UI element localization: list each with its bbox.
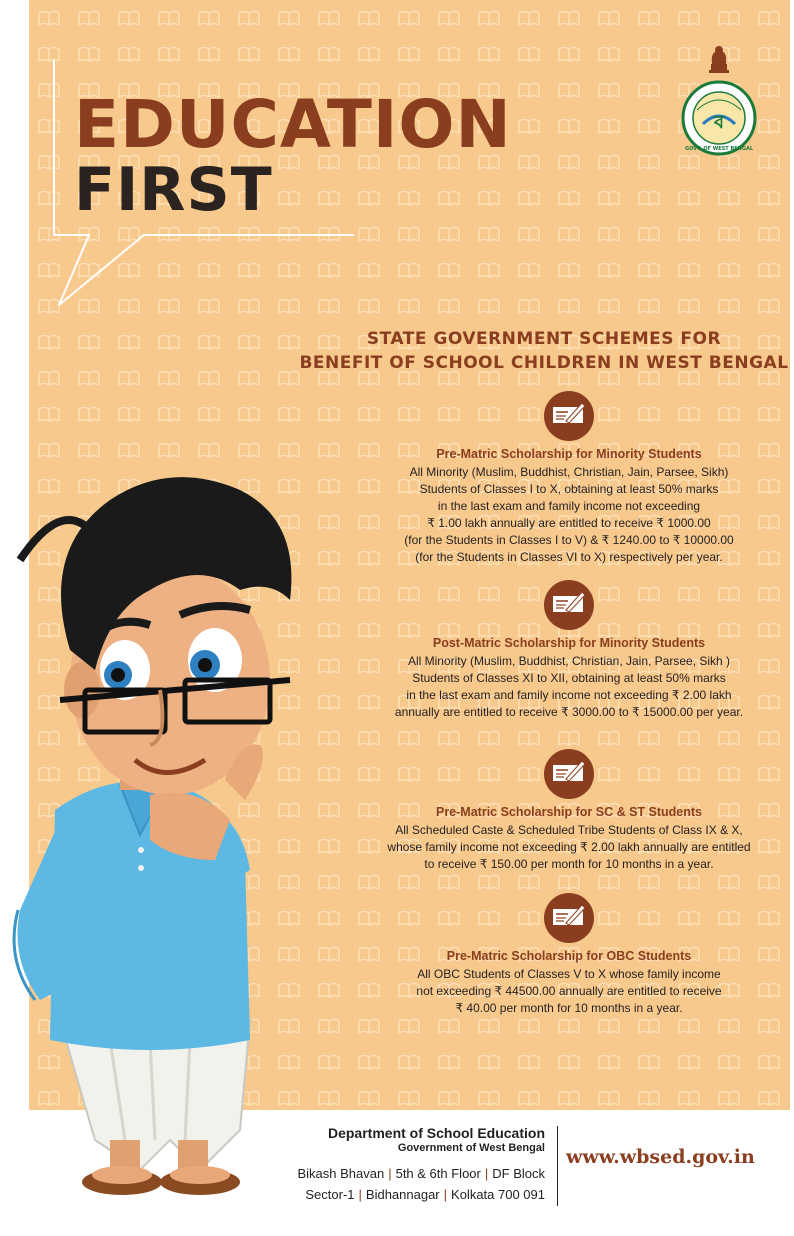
scheme-title: Post-Matric Scholarship for Minority Students xyxy=(432,636,706,650)
headline xyxy=(74,86,512,225)
heading-line1: STATE GOVERNMENT SCHEMES FOR xyxy=(366,329,722,349)
scheme-pre-matric-obc xyxy=(349,893,789,1017)
scheme-line: (for the Students in Classes VI to X) respectively per year. xyxy=(415,550,723,564)
scheme-body xyxy=(349,822,789,873)
scheme-line: All Minority (Muslim, Buddhist, Christian, Jain, Parsee, Sikh) xyxy=(409,465,729,479)
scheme-line: All Minority (Muslim, Buddhist, Christian, Jain, Parsee, Sikh ) xyxy=(407,654,731,668)
scholarship-certificate-icon xyxy=(544,391,594,441)
scholarship-certificate-icon xyxy=(544,580,594,630)
scheme-body xyxy=(349,653,789,721)
scheme-pre-matric-sc-st xyxy=(349,749,789,873)
scheme-body xyxy=(349,464,789,566)
scheme-line: (for the Students in Classes I to V) & ₹ 1240.00 to ₹ 10000.00 xyxy=(404,533,734,547)
scheme-line: ₹ 40.00 per month for 10 months in a year. xyxy=(455,1001,683,1015)
scheme-line: in the last exam and family income not exceeding ₹ 2.00 lakh xyxy=(406,688,732,702)
scheme-title: Pre-Matric Scholarship for SC & ST Students xyxy=(435,805,702,819)
address-line2 xyxy=(270,1184,545,1205)
scheme-body xyxy=(349,966,789,1017)
separator: | xyxy=(443,1187,448,1202)
svg-text:ব: ব xyxy=(713,112,725,133)
separator: | xyxy=(388,1166,392,1181)
address-part: Bidhannagar xyxy=(365,1187,440,1202)
government-name: Government of West Bengal xyxy=(397,1142,545,1154)
address-part: 5th & 6th Floor xyxy=(395,1166,481,1181)
footer-department-block xyxy=(270,1125,545,1205)
scholarship-certificate-icon xyxy=(544,893,594,943)
separator: | xyxy=(484,1166,489,1181)
scheme-pre-matric-minority xyxy=(349,391,789,566)
scheme-line: to receive ₹ 150.00 per month for 10 months in a year. xyxy=(424,857,714,871)
address-part: Kolkata 700 091 xyxy=(451,1187,545,1202)
heading-line2: BENEFIT OF SCHOOL CHILDREN IN WEST BENGAL xyxy=(299,353,789,373)
scholarship-certificate-icon xyxy=(544,749,594,799)
scheme-title: Pre-Matric Scholarship for Minority Students xyxy=(436,447,702,461)
department-name: Department of School Education xyxy=(327,1125,545,1141)
footer-divider xyxy=(557,1126,558,1206)
scheme-post-matric-minority xyxy=(349,580,789,721)
address-line1 xyxy=(270,1163,545,1184)
scheme-title: Pre-Matric Scholarship for OBC Students xyxy=(446,949,692,963)
student-character-illustration xyxy=(0,440,320,1236)
scheme-line: All Scheduled Caste & Scheduled Tribe Students of Class IX & X, xyxy=(395,823,743,837)
address-part: Sector-1 xyxy=(305,1187,355,1202)
address-part: Bikash Bhavan xyxy=(297,1166,385,1181)
address-part: DF Block xyxy=(492,1166,545,1181)
scheme-line: All OBC Students of Classes V to X whose family income xyxy=(417,967,721,981)
headline-line1: EDUCATION xyxy=(74,86,512,163)
scheme-line: Students of Classes XI to XII, obtaining at least 50% marks xyxy=(412,671,726,685)
govt-of-west-bengal-emblem xyxy=(681,30,757,160)
headline-line2: FIRST xyxy=(74,155,273,225)
scheme-line: ₹ 1.00 lakh annually are entitled to receive ₹ 1000.00 xyxy=(427,516,711,530)
scheme-line: not exceeding ₹ 44500.00 annually are entitled to receive xyxy=(416,984,722,998)
scheme-line: Students of Classes I to X, obtaining at least 50% marks xyxy=(419,482,719,496)
separator: | xyxy=(358,1187,362,1202)
address xyxy=(270,1163,545,1205)
scheme-line: whose family income not exceeding ₹ 2.00 lakh annually are entitled xyxy=(387,840,751,854)
scheme-line: in the last exam and family income not exceeding xyxy=(437,499,701,513)
schemes-heading xyxy=(289,327,790,375)
scheme-line: annually are entitled to receive ₹ 3000.00 to ₹ 15000.00 per year. xyxy=(394,705,744,719)
emblem-seal-text: GOVT. OF WEST BENGAL xyxy=(684,146,754,152)
website-link[interactable]: www.wbsed.gov.in xyxy=(566,1146,755,1168)
